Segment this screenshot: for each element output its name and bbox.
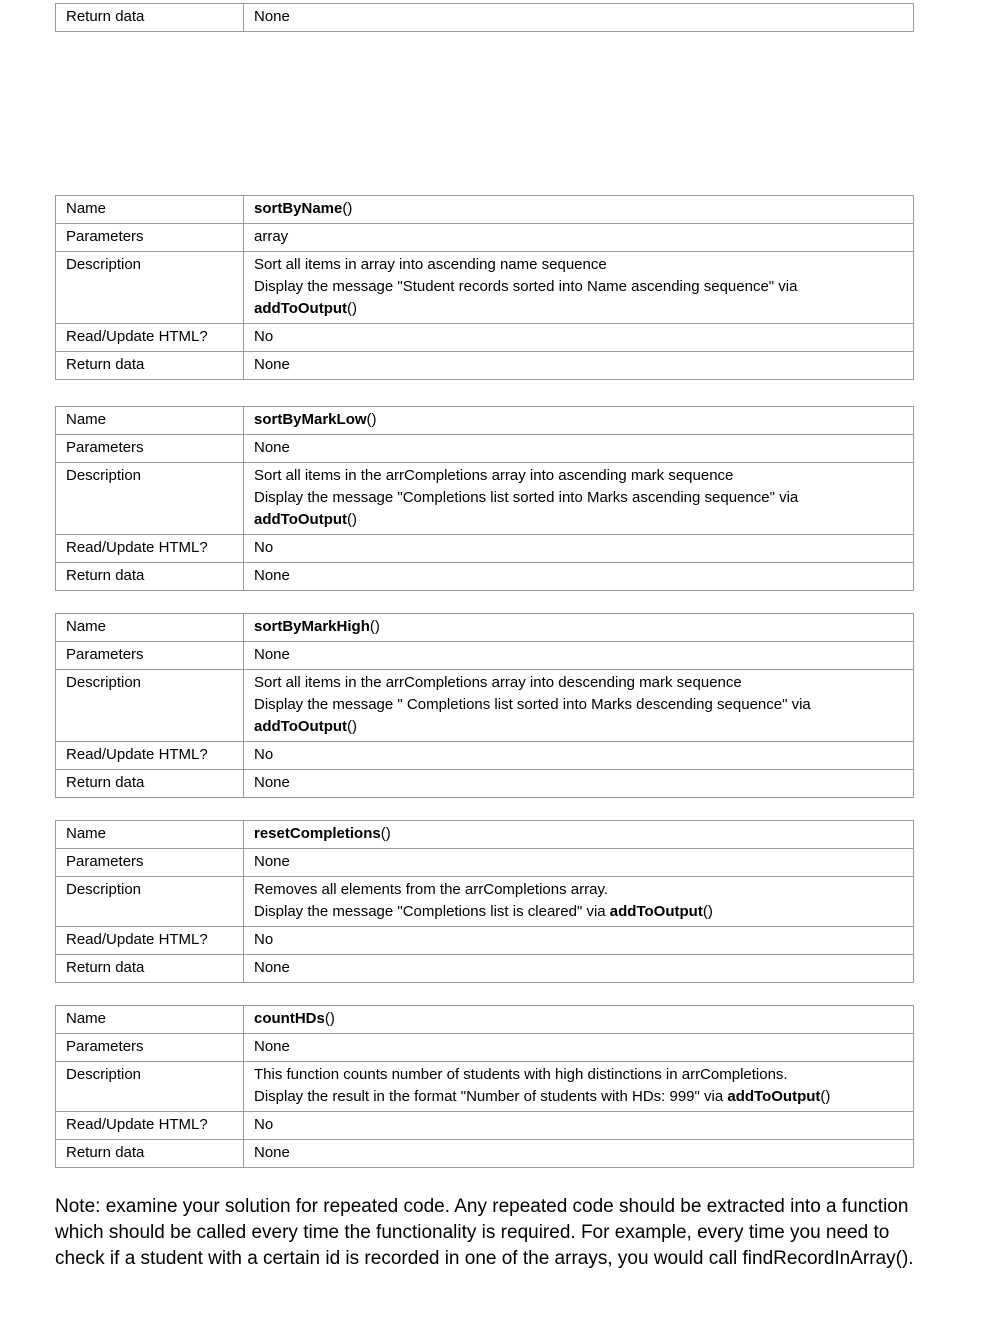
function-paren: () [366,411,377,428]
row-description [56,877,914,927]
row-read-update [56,742,914,770]
value-return-data: None [244,955,914,983]
row-description [56,463,914,535]
value-parameters: None [244,849,914,877]
label-parameters: Parameters [56,642,244,670]
value-description [244,463,914,535]
value-read-update: No [244,1112,914,1140]
description-line: This function counts number of students with high distinctions in arrCompletions. [254,1066,788,1083]
label-description: Description [56,463,244,535]
row-name [56,821,914,849]
description-line: Sort all items in array into ascending name sequence [254,256,607,273]
row-parameters [56,435,914,463]
row-return-data [56,1140,914,1168]
label-read-update: Read/Update HTML? [56,535,244,563]
row-read-update [56,324,914,352]
output-function-paren: () [347,511,358,528]
value-parameters: None [244,642,914,670]
label-parameters: Parameters [56,435,244,463]
output-function: addToOutput [254,300,348,317]
output-function-paren: () [347,300,358,317]
description-line: Sort all items in the arrCompletions array into ascending mark sequence [254,467,734,484]
label-description: Description [56,1062,244,1112]
value-name [244,614,914,642]
description-line [254,509,903,531]
value-return-data: None [244,1140,914,1168]
value-name [244,196,914,224]
function-name: sortByMarkLow [254,411,367,428]
value-return-data: None [244,563,914,591]
row-parameters [56,1034,914,1062]
row-description [56,1062,914,1112]
value-read-update: No [244,324,914,352]
description-text: Display the message "Completions list is cleared" via [254,903,610,920]
label-return-data: Return data [56,563,244,591]
output-function: addToOutput [609,903,703,920]
row-name [56,196,914,224]
description-line: Display the message "Completions list sorted into Marks ascending sequence" via [254,489,799,506]
value-read-update: No [244,535,914,563]
row-read-update [56,1112,914,1140]
function-paren: () [342,200,353,217]
value-description [244,877,914,927]
value-name [244,821,914,849]
label-description: Description [56,877,244,927]
label-return-data: Return data [56,770,244,798]
value-parameters: None [244,1034,914,1062]
output-function-paren: () [820,1088,831,1105]
description-line [254,716,903,738]
value-return-data: None [244,4,914,32]
spec-table-fragment [55,3,914,32]
label-read-update: Read/Update HTML? [56,1112,244,1140]
value-description [244,670,914,742]
output-function-paren: () [347,718,358,735]
label-parameters: Parameters [56,1034,244,1062]
spec-table-resetcompletions [55,820,914,983]
value-read-update: No [244,742,914,770]
row-return-data [56,352,914,380]
value-read-update: No [244,927,914,955]
value-description [244,252,914,324]
label-return-data: Return data [56,4,244,32]
spec-table-sortbymarklow [55,406,914,591]
row-read-update [56,927,914,955]
value-return-data: None [244,770,914,798]
label-return-data: Return data [56,955,244,983]
label-description: Description [56,252,244,324]
row-name [56,614,914,642]
description-line [254,298,903,320]
value-name [244,1006,914,1034]
row-return-data [56,563,914,591]
output-function: addToOutput [254,718,348,735]
row-description [56,252,914,324]
value-parameters: array [244,224,914,252]
label-name: Name [56,614,244,642]
value-parameters: None [244,435,914,463]
label-parameters: Parameters [56,224,244,252]
label-parameters: Parameters [56,849,244,877]
function-name: countHDs [254,1010,325,1027]
description-line: Removes all elements from the arrCompletions array. [254,881,609,898]
note-paragraph: Note: examine your solution for repeated code. Any repeated code should be extracted into a function which should be called every time the functionality is required. For example, every time you need to check if a student with a certain id is recorded in one of the arrays, you would call findRecordInArray(). [55,1196,914,1269]
spec-table-counthds [55,1005,914,1168]
description-line: Sort all items in the arrCompletions array into descending mark sequence [254,674,742,691]
label-return-data: Return data [56,352,244,380]
row-read-update [56,535,914,563]
function-paren: () [380,825,391,842]
label-name: Name [56,407,244,435]
row-parameters [56,849,914,877]
output-function: addToOutput [727,1088,821,1105]
description-line: Display the message "Student records sorted into Name ascending sequence" via [254,278,798,295]
label-read-update: Read/Update HTML? [56,927,244,955]
label-return-data: Return data [56,1140,244,1168]
row-name [56,407,914,435]
row-description [56,670,914,742]
label-read-update: Read/Update HTML? [56,742,244,770]
description-line [254,1086,903,1108]
spec-table-sortbymarkhigh [55,613,914,798]
value-description [244,1062,914,1112]
row-return-data [56,4,914,32]
spec-table-sortbyname [55,195,914,380]
label-read-update: Read/Update HTML? [56,324,244,352]
label-name: Name [56,196,244,224]
row-name [56,1006,914,1034]
row-parameters [56,642,914,670]
function-name: resetCompletions [254,825,381,842]
value-name [244,407,914,435]
value-return-data: None [244,352,914,380]
row-parameters [56,224,914,252]
description-line [254,901,903,923]
output-function: addToOutput [254,511,348,528]
function-paren: () [324,1010,335,1027]
label-description: Description [56,670,244,742]
description-line: Display the message " Completions list sorted into Marks descending sequence" via [254,696,811,713]
description-text: Display the result in the format "Number of students with HDs: 999" via [254,1088,728,1105]
function-name: sortByName [254,200,343,217]
row-return-data [56,770,914,798]
row-return-data [56,955,914,983]
function-paren: () [369,618,380,635]
function-name: sortByMarkHigh [254,618,370,635]
output-function-paren: () [702,903,713,920]
label-name: Name [56,821,244,849]
label-name: Name [56,1006,244,1034]
